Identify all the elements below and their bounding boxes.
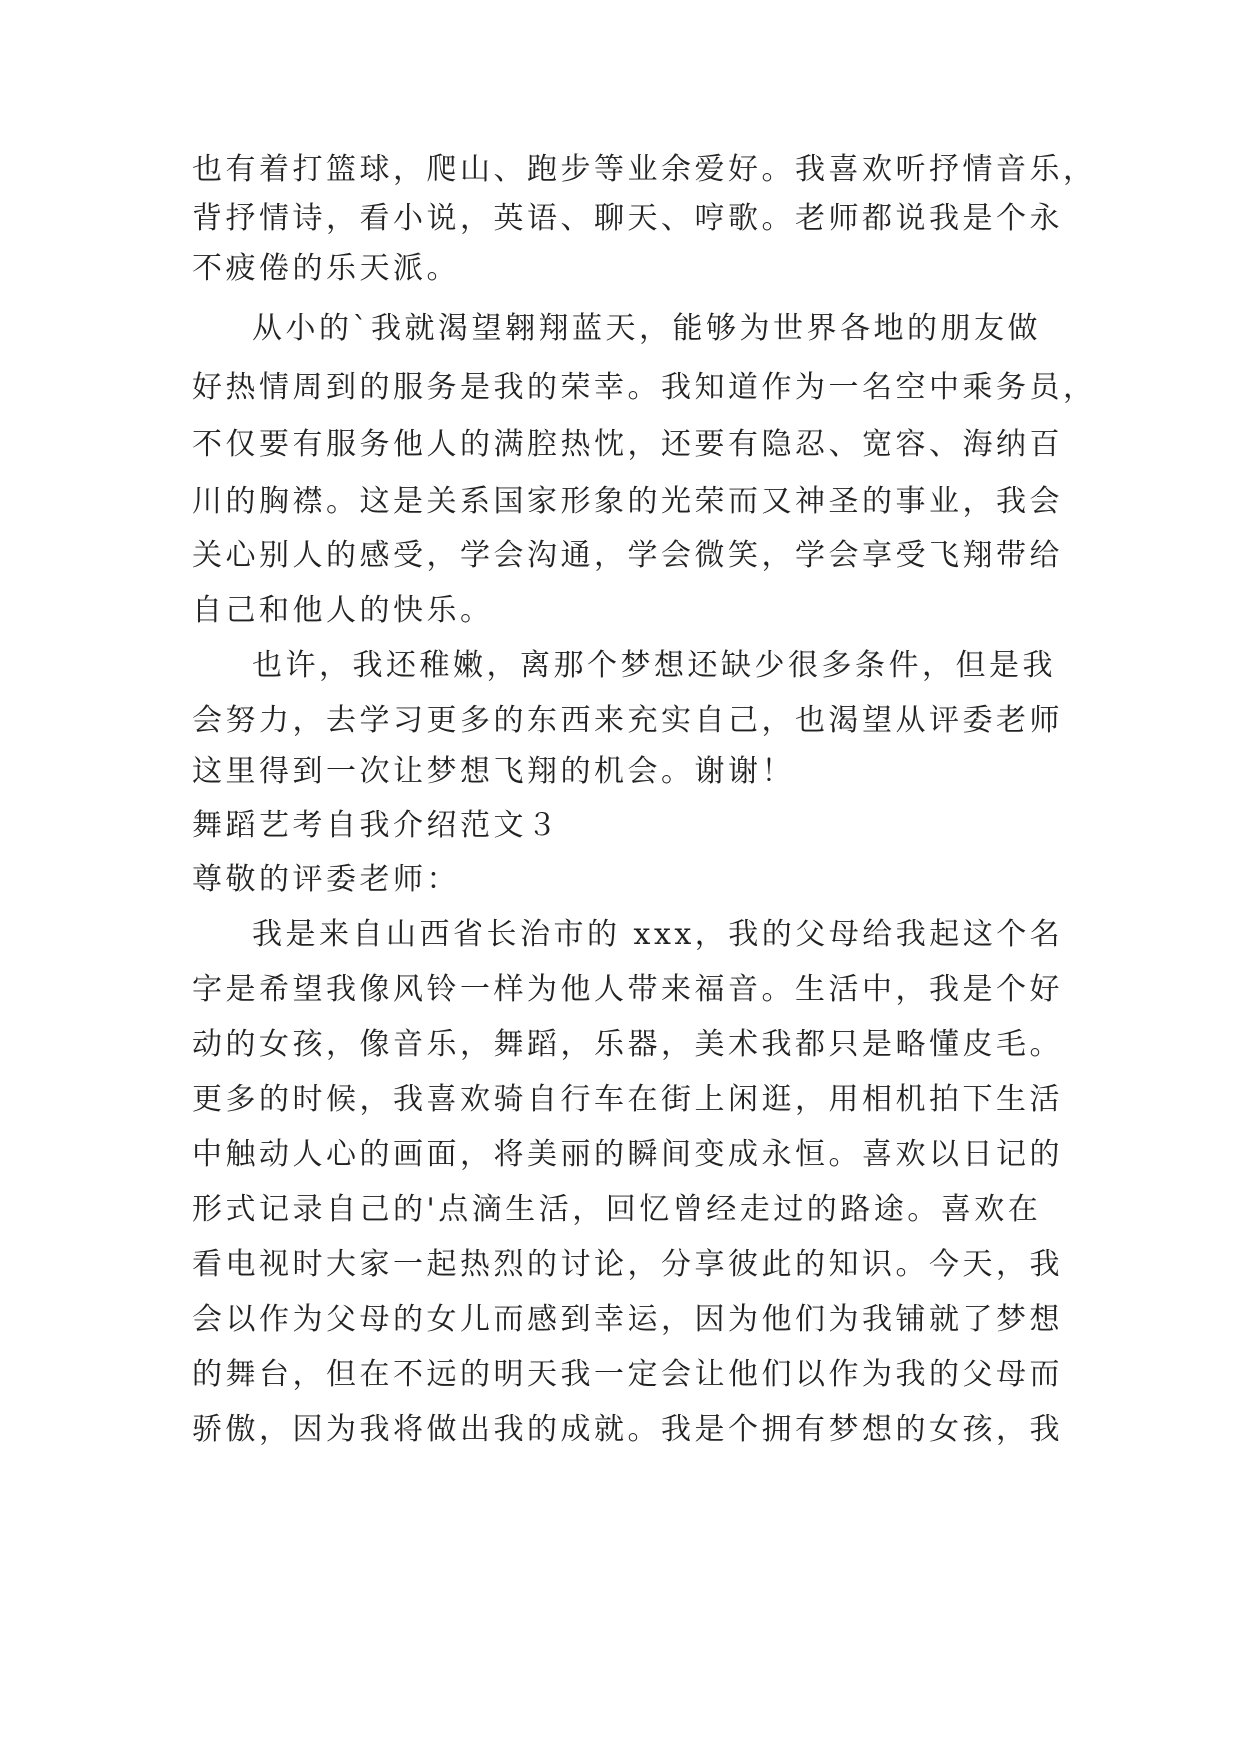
paragraph-start: 我是来自山西省长治市的 xxx，我的父母给我起这个名	[252, 917, 1064, 952]
text-line: 动的女孩，像音乐，舞蹈，乐器，美术我都只是略懂皮毛。	[192, 1027, 1063, 1062]
text-line: 会努力，去学习更多的东西来充实自己，也渴望从评委老师	[192, 703, 1063, 738]
text-line: 自己和他人的快乐。	[192, 593, 494, 628]
section-title: 舞蹈艺考自我介绍范文３	[192, 808, 561, 843]
text-line: 不仅要有服务他人的满腔热忱，还要有隐忍、宽容、海纳百	[192, 427, 1063, 462]
text-line: 更多的时候，我喜欢骑自行车在街上闲逛，用相机拍下生活	[192, 1082, 1063, 1117]
paragraph-start: 也许，我还稚嫩，离那个梦想还缺少很多条件，但是我	[252, 648, 1056, 683]
text-line: 好热情周到的服务是我的荣幸。我知道作为一名空中乘务员，	[192, 370, 1097, 405]
text-line: 也有着打篮球，爬山、跑步等业余爱好。我喜欢听抒情音乐，	[192, 152, 1097, 187]
text-line: 骄傲，因为我将做出我的成就。我是个拥有梦想的女孩，我	[192, 1412, 1063, 1447]
text-line: 看电视时大家一起热烈的讨论，分享彼此的知识。今天，我	[192, 1247, 1063, 1282]
text-line: 背抒情诗，看小说，英语、聊天、哼歌。老师都说我是个永	[192, 201, 1063, 236]
text-line: 川的胸襟。这是关系国家形象的光荣而又神圣的事业，我会	[192, 484, 1063, 519]
text-line: 形式记录自己的'点滴生活，回忆曾经走过的路途。喜欢在	[192, 1192, 1042, 1227]
text-line: 这里得到一次让梦想飞翔的机会。谢谢！	[192, 754, 795, 789]
paragraph-start: 从小的`我就渴望翱翔蓝天，能够为世界各地的朋友做	[252, 311, 1041, 346]
salutation: 尊敬的评委老师：	[192, 862, 460, 897]
text-line: 的舞台，但在不远的明天我一定会让他们以作为我的父母而	[192, 1357, 1063, 1392]
text-line: 不疲倦的乐天派。	[192, 251, 460, 286]
text-line: 字是希望我像风铃一样为他人带来福音。生活中，我是个好	[192, 972, 1063, 1007]
text-line: 关心别人的感受，学会沟通，学会微笑，学会享受飞翔带给	[192, 538, 1063, 573]
text-line: 会以作为父母的女儿而感到幸运，因为他们为我铺就了梦想	[192, 1302, 1063, 1337]
text-line: 中触动人心的画面，将美丽的瞬间变成永恒。喜欢以日记的	[192, 1137, 1063, 1172]
